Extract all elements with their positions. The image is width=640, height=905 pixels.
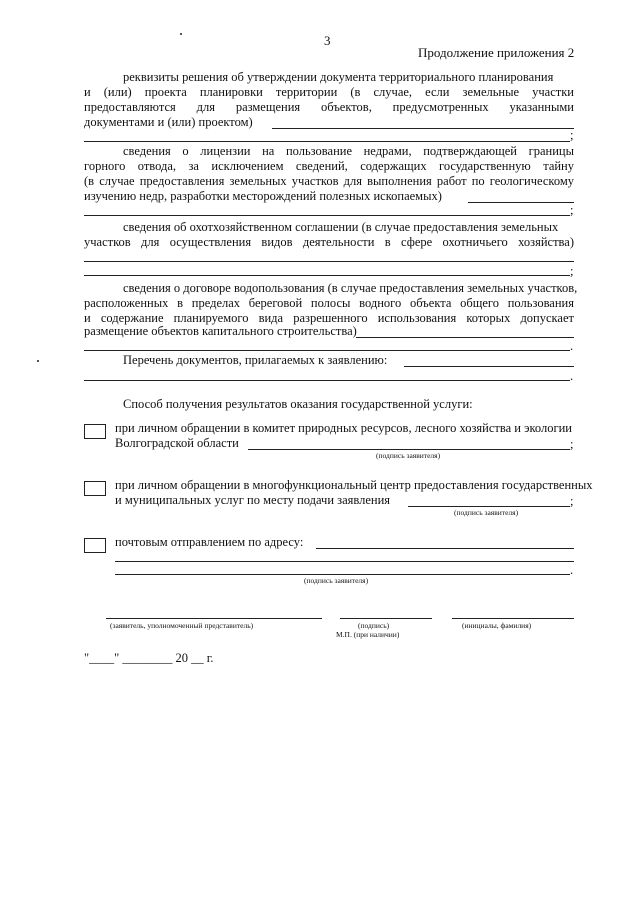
s2-line2: горного отвода, за исключением сведений, содержащих государственную тайну: [84, 159, 574, 173]
s3-line1: сведения об охотхозяйственном соглашении (в случае предоставления земельных: [123, 220, 559, 234]
option1-signature-line[interactable]: [248, 449, 570, 450]
s1-semicolon: ;: [570, 128, 574, 142]
s4-line2: расположенных в пределах береговой полосы водного объекта общего пользования: [84, 296, 574, 310]
option3-checkbox[interactable]: [84, 538, 106, 553]
applicant-line[interactable]: [106, 618, 322, 619]
s4-line1: сведения о договоре водопользования (в случае предоставления земельных участков,: [123, 281, 578, 295]
s1-line2: и (или) проекта планировки территории (в случае, если земельные участки: [84, 85, 574, 99]
option3-signature-caption: (подпись заявителя): [304, 576, 369, 585]
s2-line4: изучению недр, разработки месторождений полезных ископаемых): [84, 189, 442, 203]
option2-semicolon: ;: [570, 494, 574, 508]
option2-line1: при личном обращении в многофункциональный центр предоставления государственных: [115, 478, 593, 492]
option3-period: .: [570, 563, 574, 577]
date-line: "____" ________ 20 __ г.: [84, 651, 214, 665]
option2-signature-line[interactable]: [408, 506, 570, 507]
page-number: 3: [324, 33, 331, 48]
seal-caption: М.П. (при наличии): [336, 630, 400, 639]
documents-period: .: [570, 369, 574, 383]
s3-line2: участков для осуществления видов деятельности в сфере охотничьего хозяйства): [84, 235, 574, 249]
s2-fill-line-2[interactable]: [84, 215, 570, 216]
signature-caption: (подпись): [358, 621, 390, 630]
option1-line1: при личном обращении в комитет природных ресурсов, лесного хозяйства и экологии: [115, 421, 572, 435]
option3-line1: почтовым отправлением по адресу:: [115, 535, 304, 549]
option1-checkbox[interactable]: [84, 424, 106, 439]
option2-line2: и муниципальных услуг по месту подачи заявления: [115, 493, 391, 507]
method-title: Способ получения результатов оказания государственной услуги:: [123, 397, 473, 411]
option3-address-line-3[interactable]: [115, 574, 570, 575]
documents-fill-line-1[interactable]: [404, 366, 574, 367]
option1-signature-caption: (подпись заявителя): [376, 451, 441, 460]
option1-line2: Волгоградской области: [115, 436, 239, 450]
s4-fill-line-2[interactable]: [84, 350, 570, 351]
initials-caption: (инициалы, фамилия): [462, 621, 532, 630]
s1-fill-line-2[interactable]: [84, 141, 570, 142]
s1-line3: предоставляются для размещения объектов, предусмотренных указанными: [84, 100, 574, 114]
scan-speck: [37, 360, 39, 362]
option2-checkbox[interactable]: [84, 481, 106, 496]
option2-signature-caption: (подпись заявителя): [454, 508, 519, 517]
s1-line4: документами и (или) проектом): [84, 115, 253, 129]
signature-line[interactable]: [340, 618, 432, 619]
s4-line3: и содержание планируемого вида разрешенного использования которых допускает: [84, 311, 574, 325]
continuation-label: Продолжение приложения 2: [418, 45, 575, 60]
option1-semicolon: ;: [570, 437, 574, 451]
s2-line1: сведения о лицензии на пользование недрами, подтверждающей границы: [123, 144, 574, 158]
s3-fill-line-2[interactable]: [84, 275, 570, 276]
s3-fill-line-1[interactable]: [84, 261, 574, 262]
applicant-caption: (заявитель, уполномоченный представитель): [110, 621, 254, 630]
option3-address-line-2[interactable]: [115, 561, 574, 562]
s4-period: .: [570, 339, 574, 353]
initials-line[interactable]: [452, 618, 574, 619]
s4-line4: размещение объектов капитального строительства): [84, 324, 357, 338]
option3-address-line-1[interactable]: [316, 548, 574, 549]
s2-semicolon: ;: [570, 203, 574, 217]
s2-fill-line-1[interactable]: [468, 202, 574, 203]
s2-line3: (в случае предоставления земельных участков для выполнения работ по геологическому: [84, 174, 574, 188]
s1-line1: реквизиты решения об утверждении документа территориального планирования: [123, 70, 554, 84]
documents-fill-line-2[interactable]: [84, 380, 570, 381]
s4-fill-line-1[interactable]: [356, 337, 574, 338]
scan-speck: [180, 33, 182, 35]
documents-list-label: Перечень документов, прилагаемых к заявлению:: [123, 353, 388, 367]
s1-fill-line-1[interactable]: [272, 128, 574, 129]
s3-semicolon: ;: [570, 264, 574, 278]
